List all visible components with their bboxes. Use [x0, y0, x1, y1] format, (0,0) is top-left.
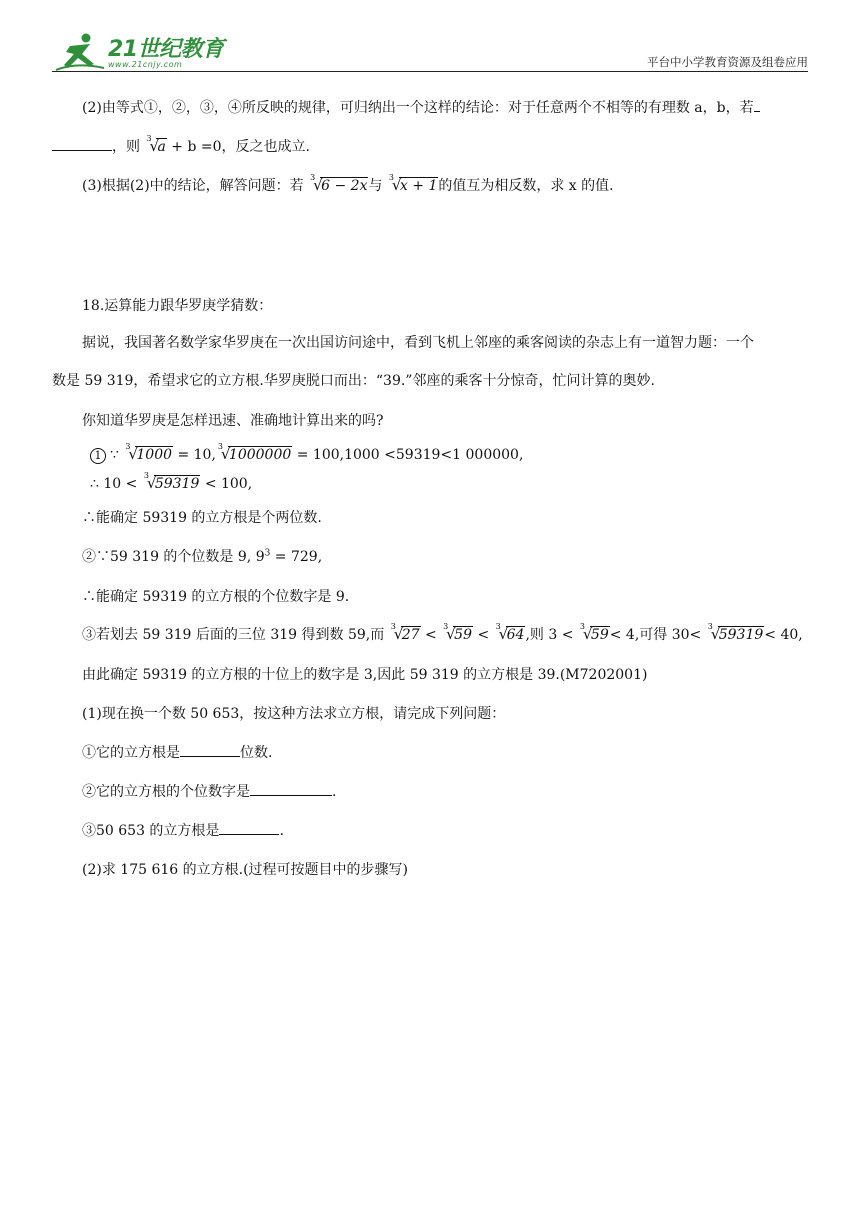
q18-part1: (1)现在换一个数 50 653，按这种方法求立方根，请完成下列问题：	[82, 706, 506, 722]
q18-intro-line1: 据说，我国著名数学家华罗庚在一次出国访问途中，看到飞机上邻座的乘客阅读的杂志上有一道智力题：一个	[82, 335, 754, 351]
cube-root: 3 √ 59	[443, 622, 472, 643]
header-tagline: 平台中小学教育资源及组卷应用	[647, 55, 808, 69]
runner-logo-icon	[56, 32, 106, 72]
step1-conclusion: ∴能确定 59319 的立方根是个两位数.	[82, 510, 322, 526]
cube-root: 3 √ x + 1	[388, 173, 438, 194]
answer-blank	[52, 136, 112, 151]
answer-blank	[180, 742, 240, 757]
cube-root: 3 √ a	[146, 134, 166, 155]
step2-line1: ②∵59 319 的个位数是 9, $9^3 = 729$,	[82, 548, 323, 565]
cube-root: 3 √ 27	[390, 622, 420, 643]
q18-part1-b: ②它的立方根的个位数字是 .	[82, 781, 336, 801]
cube-root: 3 √ 59	[579, 622, 609, 643]
logo-text: 21世纪教育	[108, 37, 224, 62]
circled-number: 1	[90, 448, 106, 464]
q18-part1-a: ①它的立方根是 位数.	[82, 742, 272, 762]
step3-line: ③若划去 59 319 后面的三位 319 得到数 59,而 3 √ 27 < 3 √ 59 < 3 √ 64,则 3 < 3 √ 59< 4,可得 30< 3 √ 59319< 40,	[82, 622, 803, 643]
logo-url: www.21cnjy.com	[108, 60, 183, 69]
cube-root: 3 √ 6 − 2x	[310, 173, 368, 194]
answer-blank	[754, 97, 760, 112]
q18-intro-line2: 数是 59 319，希望求它的立方根.华罗庚脱口而出：“39.”邻座的乘客十分惊奇，忙问计算的奥妙.	[52, 373, 655, 389]
cube-root: 3 √ 59319	[143, 471, 200, 492]
cube-root: 3 √ 1000	[125, 442, 173, 463]
step3-conclusion: 由此确定 59319 的立方根的十位上的数字是 3,因此 59 319 的立方根是 39.(M7202001)	[82, 667, 648, 683]
q18-title: 18.运算能力跟华罗庚学猜数：	[82, 298, 273, 314]
page-header	[52, 30, 808, 74]
q17-part2-line1: (2)由等式①，②，③，④所反映的规律，可归纳出一个这样的结论：对于任意两个不相等的有理数 a，b，若	[82, 97, 760, 117]
header-divider	[52, 71, 808, 72]
q17-part3: (3)根据(2)中的结论，解答问题：若 3 √ 6 − 2x与 3 √ x + 1的值互为相反数，求 x 的值.	[82, 173, 614, 194]
answer-blank	[250, 781, 332, 796]
q18-part1-c: ③50 653 的立方根是 .	[82, 820, 284, 840]
q18-part2: (2)求 175 616 的立方根.(过程可按题目中的步骤写)	[82, 862, 408, 878]
cube-root: 3 √ 59319	[707, 622, 764, 643]
q17-part2-line2: ，则 3 √ a + b =0，反之也成立.	[52, 136, 310, 156]
q18-question: 你知道华罗庚是怎样迅速、准确地计算出来的吗?	[82, 413, 384, 429]
step2-conclusion: ∴能确定 59319 的立方根的个位数字是 9.	[82, 589, 350, 605]
cube-root: 3 √ 64	[495, 622, 525, 643]
cube-root: 3 √ 1000000	[217, 442, 292, 463]
step1-line1: 1 ∵ 3 √ 1000 = 10, 3 √ 1000000 = 100,1000 <59319<1 000000,	[90, 447, 523, 464]
logo	[52, 30, 232, 74]
answer-blank	[219, 820, 279, 835]
step1-line2: ∴ 10 < 3 √ 59319 < 100,	[90, 471, 253, 492]
